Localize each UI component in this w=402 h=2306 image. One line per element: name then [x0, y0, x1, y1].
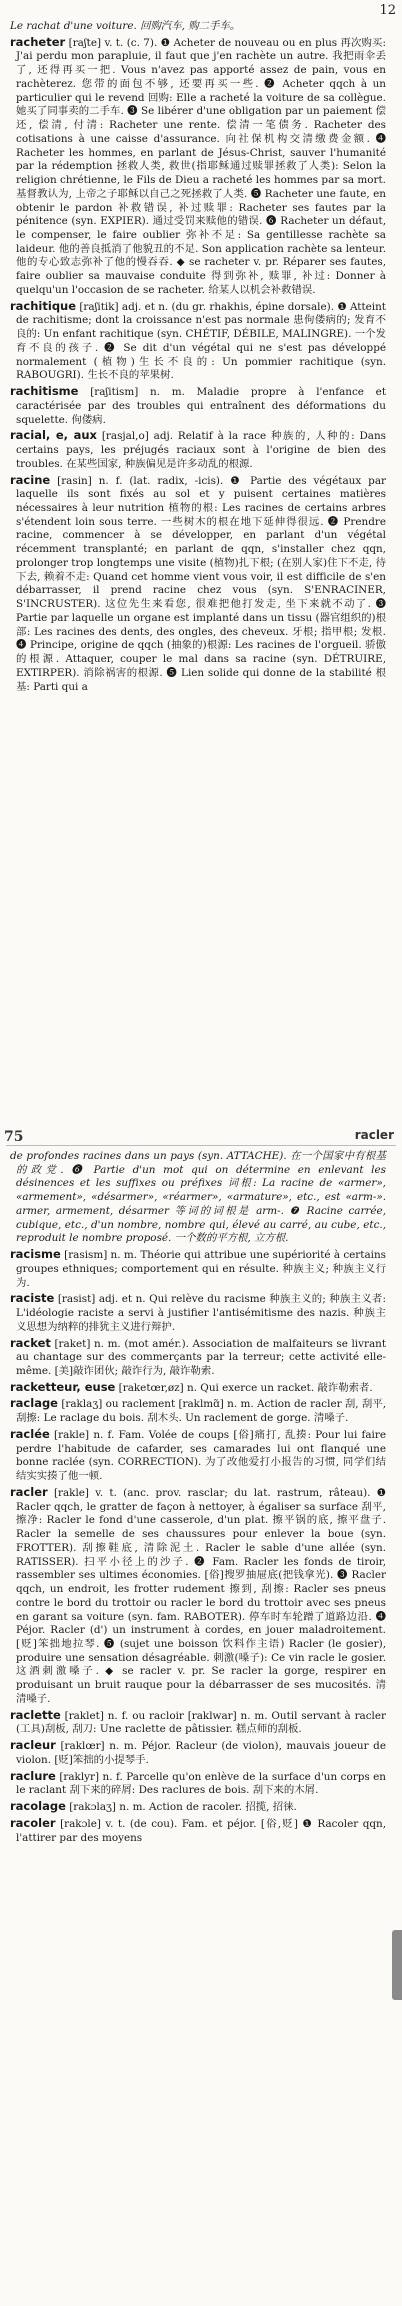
dictionary-entry	[10, 1427, 386, 1484]
dictionary-entry	[10, 1738, 386, 1767]
headword: raclée	[10, 1426, 50, 1441]
dictionary-entry	[10, 1769, 386, 1798]
entry-body: [rasist] adj. et n. Qui relève du racisme 种族主义的; 种族主义者: L'idéologie raciste a servi à justifier l'antisémitisme des nazis. 种族主义思想为纳粹的排犹主义进行辩护.	[16, 1293, 386, 1333]
dictionary-entry	[10, 428, 386, 471]
headword: raciste	[10, 1291, 55, 1306]
dictionary-entry	[10, 1396, 386, 1425]
page-number-left: 75	[4, 1129, 24, 1145]
headword: racket	[10, 1335, 51, 1350]
headword: racheter	[10, 34, 66, 49]
thumb-index-tab	[392, 1930, 402, 2000]
dictionary-entry	[10, 1816, 386, 1845]
entry-continuation: Le rachat d'une voiture. 回购汽车, 购二手车。	[10, 20, 241, 32]
headword: racler	[10, 1484, 48, 1499]
headword: rachitisme	[10, 384, 79, 399]
dictionary-column-upper	[10, 20, 386, 695]
entry-continuation: de profondes racines dans un pays (syn. ATTACHE). 在一个国家中有根基的政党. ❻ Partie d'un mot qui on détermine en enlevant les désinences et les suffixes ou préfixes 词根: La racine de «armer», «armement», «désarmer», «réarmer», «armature», etc., est «arm-». armer, armement, désarmer 等词的词根是 arm-. ❼ Racine carrée, cubique, etc., d'un nombre, nombre qui, élevé au carré, au cube, etc., reproduit le nombre proposé. 一个数的平方根, 立方根.	[10, 1150, 386, 1245]
headword: racleur	[10, 1738, 56, 1753]
entry-body: [rakɔle] v. t. (de cou). Fam. et péjor. [俗,贬] ❶ Racoler qqn, l'attirer par des moyens	[16, 1817, 386, 1844]
entry-body: [rakle] v. t. (anc. prov. rasclar; du lat. rastrum, râteau). ❶ Racler qqch, le gratter de façon à nettoyer, à égaliser sa surface 刮平, 擦净: Racler le fond d'une casserole, d'un plat. 擦平锅的底, 擦平盘子. Racler la semelle de ses chaussures pour enlever la boue (syn. FROTTER). 刮擦鞋底, 清除泥土. Racler le sable d'une allée (syn. RATISSER). 扫平小径上的沙子. ❷ Fam. Racler les fonds de tiroir, rassembler ses ultimes économies. [俗]搜罗抽屉底(把钱拿光). ❸ Racler qqch, un endroit, les frotter rudement 擦到, 刮擦: Racler ses pneus contre le bord du trottoir ou racler le bord du trottoir avec ses pneus en garant sa voiture (syn. fam. RABOTER). 停车时车轮蹭了道路边沿. ❹ Péjor. Racler (d') un instrument à cordes, en jouer maladroitement. [贬]笨拙地拉琴. ❺ (sujet une boisson 饮料作主语) Racler (le gosier), produire une sensation désagréable. 刺激(嗓子): Ce vin racle le gosier. 这酒刺激嗓子. ◆ se racler v. pr. Se racler la gorge, respirer en produisant un bruit rauque pour la débarrasser de ses mucosités. 清清嗓子.	[16, 1486, 386, 1705]
entry-body: [rasism] n. m. Théorie qui attribue une supériorité à certains groupes ethniques; comportement qui en résulte. 种族主义; 种族主义行为.	[16, 1249, 386, 1289]
entry-body: [raklœr] n. m. Péjor. Racleur (de violon), mauvais joueur de violon. [贬]笨拙的小提琴手.	[16, 1740, 386, 1766]
dictionary-column-lower	[10, 1150, 386, 1846]
entry-body: [raketœr,øz] n. Qui exerce un racket. 敲诈勒索者.	[118, 1381, 373, 1394]
dictionary-entry	[10, 473, 386, 695]
dictionary-entry	[10, 1485, 386, 1707]
entry-body: [raket] n. m. (mot amér.). Association de malfaiteurs se livrant au chantage sur des commerçants par la terreur; cette activité elle-même. [美]敲诈团伙; 敲诈行为, 敲诈勒索.	[16, 1337, 387, 1378]
running-head: racler	[354, 1128, 394, 1142]
headword: raclette	[10, 1707, 61, 1722]
headword: rachitique	[10, 298, 77, 313]
headword: racial, e, aux	[10, 428, 97, 443]
headword: raclage	[10, 1396, 58, 1411]
entry-body: [raklaʒ] ou raclement [raklmɑ̃] n. m. Action de racler 刮, 刮平, 刮擦: Le raclage du bois. 刮木头. Un raclement de gorge. 清嗓子.	[16, 1398, 387, 1425]
dictionary-entry	[10, 1336, 386, 1379]
entry-body: [raʃitism] n. m. Maladie propre à l'enfance et caractérisée par des troubles qui entraînent des déformations du squelette. 佝偻病.	[16, 386, 386, 426]
dictionary-entry	[10, 384, 386, 427]
headword: racolage	[10, 1799, 66, 1814]
entry-body: [raʃte] v. t. (c. 7). ❶ Acheter de nouveau ou en plus 再次购买: J'ai perdu mon parapluie, il faut que j'en rachète un autre. 我把雨伞丢了, 还得再买一把. Vous n'avez pas apporté assez de pain, vous en rachèterez. 您带的面包不够, 还要再买一些. ❷ Acheter qqch à un particulier qui le revend 回购: Elle a racheté la voiture de sa collègue. 她买了同事卖的二手车. ❸ Se libérer d'une obligation par un paiement 偿还, 偿清, 付清: Racheter une rente. 偿清一笔债务. Racheter des cotisations à une caisse d'assurance. 向社保机构交清缴费金额. ❹ Racheter les hommes, en parlant de Jésus-Christ, sauver l'humanité par la rédemption 拯救人类, 救世(指耶稣通过赎罪拯救了人类): Selon la religion chrétienne, le Fils de Dieu a racheté les hommes par sa mort. 基督教认为, 上帝之子耶稣以自己之死拯救了人类. ❺ Racheter une faute, en obtenir le pardon 补救错误, 补过赎罪: Racheter ses fautes par la pénitence (syn. EXPIER). 通过受罚来赎他的错误. ❻ Racheter un défaut, le compenser, le faire oublier 弥补不足: Sa gentillesse rachète sa laideur. 他的善良抵消了他貌丑的不足. Son application rachète sa lenteur. 他的专心致志弥补了他的慢吞吞. ◆ se racheter v. pr. Réparer ses fautes, faire oublier sa mauvaise conduite 得到弥补, 赎罪, 补过: Donner à quelqu'un l'occasion de se racheter. 给某人以机会补救错误.	[16, 36, 386, 296]
dictionary-entry	[10, 1799, 386, 1815]
entry-body: [rasjal,o] adj. Relatif à la race 种族的, 人种的: Dans certains pays, les préjugés raciaux sont à l'origine de bien des troubles. 在某些国家, 种族偏见是许多动乱的根源.	[16, 430, 386, 470]
entry-body: [raklet] n. f. ou racloir [raklwar] n. m. Outil servant à racler (工具)刮板, 刮刀: Une raclette de pâtissier. 糕点师的刮板.	[16, 1709, 386, 1736]
entry-body: [rakle] n. f. Fam. Volée de coups [俗]痛打, 乱揍: Pour lui faire perdre l'habitude de cafarder, ses camarades lui ont flanqué une bonne raclée (syn. CORRECTION). 为了改他爱打小报告的习惯, 同学们结结实实揍了他一顿.	[16, 1428, 386, 1483]
dictionary-entry	[10, 1291, 386, 1334]
headword: raclure	[10, 1768, 56, 1783]
dictionary-entry	[10, 299, 386, 383]
headword: racine	[10, 472, 51, 487]
entry-body: [rakɔlaʒ] n. m. Action de racoler. 招揽, 招徕.	[69, 1801, 297, 1814]
page-number: 12	[379, 3, 396, 18]
headword: racisme	[10, 1247, 61, 1262]
dictionary-entry	[10, 1247, 386, 1290]
entry-body: [raklyr] n. f. Parcelle qu'on enlève de la surface d'un corps en le raclant 刮下来的碎屑: Des raclures de bois. 刮下来的木屑.	[16, 1770, 386, 1797]
page-divider	[6, 1145, 396, 1146]
headword: racketteur, euse	[10, 1379, 116, 1394]
entry-body: [raʃitik] adj. et n. (du gr. rhakhis, épine dorsale). ❶ Atteint de rachitisme; dont la croissance n'est pas normale 患佝偻病的; 发育不良的: Un enfant rachitique (syn. CHÉTIF, DÉBILE, MALINGRE). 一个发育不良的孩子. ❷ Se dit d'un végétal qui ne s'est pas développé normalement (植物)生长不良的: Un pommier rachitique (syn. RABOUGRI). 生长不良的苹果树.	[16, 300, 386, 382]
dictionary-entry	[10, 1708, 386, 1737]
headword: racoler	[10, 1815, 56, 1830]
dictionary-entry	[10, 1380, 386, 1396]
entry-body: [rasin] n. f. (lat. radix, -icis). ❶ Partie des végétaux par laquelle ils sont fixés au sol et y puisent certaines matières nécessaires à leur nutrition 植物的根: Les racines de certains arbres s'étendent loin sous terre. 一些树木的根在地下延伸得很远. ❷ Prendre racine, commencer à se développer, en parlant d'un végétal récemment transplanté; en parlant de qqn, s'installer chez qqn, prolonger trop longtemps une visite (植物)扎下根; (在别人家)住下不走, 待下去, 赖着不走: Quand cet homme vient vous voir, il est difficile de s'en débarrasser, il prend racine chez vous (syn. S'ENRACINER, S'INCRUSTER). 这位先生来看您, 很难把他打发走, 坐下来就不动了. ❸ Partie par laquelle un organe est implanté dans un tissu (器官组织的)根部: Les racines des dents, des ongles, des cheveux. 牙根; 指甲根; 发根. ❹ Principe, origine de qqch (抽象的)根源: Les racines de l'orgueil. 骄傲的根源. Attaquer, couper le mal dans sa racine (syn. DÉTRUIRE, EXTIRPER). 消除祸害的根源. ❺ Lien solide qui donne de la stabilité 根基: Parti qui a	[16, 474, 386, 693]
dictionary-entry	[10, 35, 386, 298]
